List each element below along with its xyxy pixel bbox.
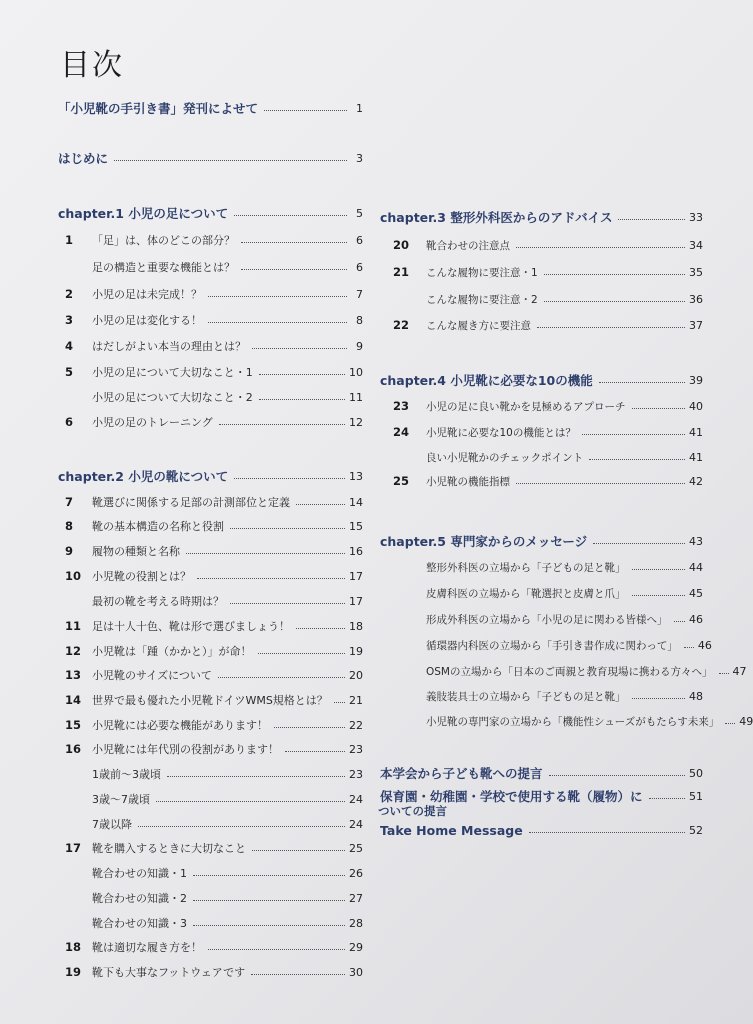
toc-page-number: 28 (349, 916, 363, 930)
toc-entry-label: 小児靴には必要な機能があります！ (92, 719, 268, 732)
toc-entry (65, 740, 363, 758)
leader-dots (218, 677, 345, 678)
toc-entry-number: 4 (65, 339, 74, 353)
toc-entry (65, 493, 363, 511)
toc-entry-number: 25 (393, 474, 410, 488)
toc-entry (426, 290, 703, 308)
toc-entry (92, 765, 363, 783)
toc-entry-label: 良い小児靴かのチェックポイント (426, 451, 584, 464)
toc-entry (65, 542, 363, 560)
toc-entry-number: 18 (65, 940, 82, 954)
leader-dots (251, 974, 345, 975)
leader-dots (186, 553, 345, 554)
toc-entry (65, 285, 363, 303)
leader-dots (252, 348, 347, 349)
toc-entry-number: 9 (65, 544, 74, 558)
toc-entry-label: 靴選びに関係する足部の計測部位と定義 (92, 496, 290, 509)
leader-dots (193, 900, 345, 901)
toc-entry-label: 最初の靴を考える時期は？ (92, 595, 224, 608)
toc-entry-label: 靴を購入するときに大切なこと (92, 842, 246, 855)
toc-entry-label: 小児靴の機能指標 (426, 475, 510, 488)
toc-entry-label: chapter.5 専門家からのメッセージ (380, 534, 588, 549)
leader-dots (234, 215, 347, 216)
leader-dots (537, 327, 685, 328)
toc-entry (393, 423, 703, 441)
toc-page-number: 36 (689, 292, 703, 306)
toc-entry-label: 小児靴は「踵（かかと）」が命！ (92, 645, 252, 658)
toc-entry (92, 864, 363, 882)
toc-entry (65, 311, 363, 329)
toc-entry-label: 3歳～7歳頃 (92, 793, 150, 806)
toc-page-number: 45 (689, 586, 703, 600)
toc-entry (393, 263, 703, 281)
toc-page-number: 42 (689, 474, 703, 488)
toc-entry (426, 558, 703, 576)
toc-entry-number: 1 (65, 233, 74, 247)
leader-dots (285, 751, 345, 752)
toc-page-number: 29 (349, 940, 363, 954)
toc-entry-label: 小児靴の専門家の立場から「機能性シューズがもたらす未来」 (426, 715, 720, 728)
toc-entry-label: 世界で最も優れた小児靴ドイツWMS規格とは？ (92, 694, 328, 707)
leader-dots (593, 543, 685, 544)
toc-page-number: 30 (349, 965, 363, 979)
toc-page-number: 6 (356, 233, 363, 247)
toc-entry (426, 636, 712, 654)
toc-entry-number: 5 (65, 365, 74, 379)
page-title: 目次 (60, 48, 124, 83)
leader-dots (193, 875, 345, 876)
toc-entry-label: 1歳前～3歳頃 (92, 768, 161, 781)
toc-entry (393, 472, 703, 490)
toc-page-number: 34 (689, 238, 703, 252)
toc-entry (65, 517, 363, 535)
leader-dots (632, 408, 686, 409)
toc-entry (65, 716, 363, 734)
leader-dots (219, 424, 345, 425)
leader-dots (156, 801, 345, 802)
toc-page-number: 25 (349, 841, 363, 855)
leader-dots (208, 322, 347, 323)
leader-dots (264, 110, 347, 111)
toc-entry-label: chapter.3 整形外科医からのアドバイス (380, 210, 613, 225)
toc-entry-label: 小児の足について大切なこと・1 (92, 366, 253, 379)
toc-entry (393, 397, 703, 415)
toc-entry (92, 592, 363, 610)
toc-entry-number: 2 (65, 287, 74, 301)
toc-entry (65, 666, 363, 684)
toc-page-number: 13 (349, 469, 363, 483)
toc-entry-number: 20 (393, 238, 410, 252)
toc-page-number: 24 (349, 817, 363, 831)
toc-entry-label: 靴の基本構造の名称と役割 (92, 520, 224, 533)
toc-entry-label: chapter.1 小児の足について (58, 206, 229, 221)
toc-entry (65, 413, 363, 431)
leader-dots (167, 776, 345, 777)
toc-page-number: 49 (739, 714, 753, 728)
leader-dots (208, 949, 345, 950)
toc-chapter-heading (58, 204, 363, 222)
toc-page-number: 41 (689, 425, 703, 439)
toc-page-number: 21 (349, 693, 363, 707)
toc-page-number: 9 (356, 339, 363, 353)
toc-page-number: 35 (689, 265, 703, 279)
toc-entry-number: 13 (65, 668, 82, 682)
toc-entry (92, 914, 363, 932)
toc-page-number: 41 (689, 450, 703, 464)
toc-page-number: 44 (689, 560, 703, 574)
toc-page-number: 33 (689, 210, 703, 224)
leader-dots (259, 374, 345, 375)
toc-entry (92, 790, 363, 808)
leader-dots (252, 850, 345, 851)
toc-entry (92, 388, 363, 406)
leader-dots (296, 628, 345, 629)
leader-dots (230, 528, 345, 529)
toc-entry-continuation: ついての提言 (378, 804, 447, 818)
toc-chapter-heading (380, 821, 703, 839)
toc-entry-label: 形成外科医の立場から「小児の足に関わる皆様へ」 (426, 613, 668, 626)
toc-entry (393, 316, 703, 334)
toc-entry-label: 7歳以降 (92, 818, 132, 831)
toc-entry-number: 10 (65, 569, 82, 583)
toc-entry-number: 3 (65, 313, 74, 327)
leader-dots (197, 578, 345, 579)
leader-dots (582, 434, 685, 435)
toc-entry-label: 履物の種類と名称 (92, 545, 180, 558)
toc-entry-label: 小児の足のトレーニング (92, 416, 213, 429)
toc-page-number: 23 (349, 767, 363, 781)
toc-entry-label: Take Home Message (380, 822, 523, 838)
toc-page-number: 19 (349, 644, 363, 658)
toc-entry-number: 11 (65, 619, 82, 633)
toc-page-number: 27 (349, 891, 363, 905)
toc-page-number: 10 (349, 365, 363, 379)
leader-dots (230, 603, 345, 604)
toc-entry (92, 889, 363, 907)
toc-entry-number: 6 (65, 415, 74, 429)
toc-entry (426, 610, 703, 628)
toc-entry (426, 584, 703, 602)
toc-entry (65, 642, 363, 660)
toc-entry-label: 足は十人十色、靴は形で選びましょう！ (92, 620, 290, 633)
toc-entry (65, 617, 363, 635)
leader-dots (138, 826, 345, 827)
toc-entry-label: 靴合わせの知識・2 (92, 892, 187, 905)
toc-entry-label: はだしがよい本当の理由とは？ (92, 340, 246, 353)
leader-dots (114, 160, 347, 161)
toc-entry-label: 小児の足は未完成！？ (92, 288, 202, 301)
leader-dots (632, 595, 686, 596)
leader-dots (674, 621, 686, 622)
toc-page-number: 40 (689, 399, 703, 413)
toc-front-entry (58, 99, 363, 117)
toc-chapter-heading (380, 208, 703, 226)
toc-page-number: 17 (349, 569, 363, 583)
toc-entry-label: 小児の足について大切なこと・2 (92, 391, 253, 404)
toc-entry-label: 小児靴の役割とは？ (92, 570, 191, 583)
toc-page-number: 18 (349, 619, 363, 633)
leader-dots (544, 301, 685, 302)
toc-entry-label: 整形外科医の立場から「子どもの足と靴」 (426, 561, 626, 574)
toc-entry (65, 938, 363, 956)
toc-entry-number: 23 (393, 399, 410, 413)
leader-dots (208, 296, 347, 297)
toc-entry-number: 24 (393, 425, 410, 439)
toc-entry-number: 7 (65, 495, 74, 509)
toc-entry (393, 236, 703, 254)
toc-page-number: 51 (689, 789, 703, 803)
toc-page-number: 22 (349, 718, 363, 732)
leader-dots (241, 269, 347, 270)
toc-page-number: 17 (349, 594, 363, 608)
toc-entry-label: 小児の足は変化する！ (92, 314, 202, 327)
toc-entry (92, 258, 363, 276)
leader-dots (649, 798, 685, 799)
toc-entry-number: 14 (65, 693, 82, 707)
leader-dots (684, 647, 694, 648)
toc-page-number: 48 (689, 689, 703, 703)
toc-entry (426, 662, 747, 680)
toc-entry-label: 「足」は、体のどこの部分？ (92, 234, 235, 247)
toc-entry (65, 691, 363, 709)
toc-entry (426, 687, 703, 705)
toc-entry-number: 15 (65, 718, 82, 732)
toc-entry-label: こんな履物に要注意・1 (426, 266, 538, 279)
leader-dots (241, 242, 347, 243)
toc-entry-label: 小児靴に必要な10の機能とは？ (426, 426, 576, 439)
toc-entry-label: 靴は適切な履き方を！ (92, 941, 202, 954)
toc-entry-label: こんな履物に要注意・2 (426, 293, 538, 306)
toc-entry-label: OSMの立場から「日本のご両親と教育現場に携わる方々へ」 (426, 665, 713, 678)
toc-entry-number: 8 (65, 519, 74, 533)
toc-entry-label: chapter.4 小児靴に必要な10の機能 (380, 373, 593, 388)
toc-page-number: 3 (356, 151, 363, 165)
toc-entry-label: 靴下も大事なフットウェアです (92, 966, 246, 979)
toc-page-number: 15 (349, 519, 363, 533)
toc-page-number: 23 (349, 742, 363, 756)
leader-dots (296, 504, 345, 505)
toc-page-number: 24 (349, 792, 363, 806)
toc-entry-label: 小児靴には年代別の役割があります！ (92, 743, 279, 756)
leader-dots (618, 219, 685, 220)
leader-dots (259, 399, 345, 400)
toc-entry-label: chapter.2 小児の靴について (58, 469, 229, 484)
leader-dots (719, 673, 729, 674)
toc-entry-label: 靴合わせの注意点 (426, 239, 510, 252)
toc-entry (65, 839, 363, 857)
toc-entry-label: 「小児靴の手引き書」発刊によせて (58, 101, 259, 116)
toc-entry (92, 815, 363, 833)
toc-page-number: 5 (356, 206, 363, 220)
toc-entry (65, 567, 363, 585)
toc-entry-label: 靴合わせの知識・1 (92, 867, 187, 880)
toc-entry-label: 小児の足に良い靴かを見極めるアプローチ (426, 400, 626, 413)
toc-page-number: 37 (689, 318, 703, 332)
toc-page-number: 52 (689, 823, 703, 837)
toc-entry (65, 363, 363, 381)
leader-dots (334, 702, 345, 703)
toc-entry-number: 16 (65, 742, 82, 756)
toc-page-number: 16 (349, 544, 363, 558)
leader-dots (632, 569, 686, 570)
leader-dots (258, 653, 346, 654)
toc-chapter-heading (380, 371, 703, 389)
toc-entry-label: こんな履き方に要注意 (426, 319, 531, 332)
toc-entry (65, 337, 363, 355)
toc-entry-label: 皮膚科医の立場から「靴選択と皮膚と爪」 (426, 587, 626, 600)
toc-page-number: 26 (349, 866, 363, 880)
toc-page-number: 7 (356, 287, 363, 301)
toc-entry-label: はじめに (58, 151, 109, 166)
toc-page-number: 50 (689, 766, 703, 780)
toc-entry-number: 17 (65, 841, 82, 855)
leader-dots (544, 274, 685, 275)
toc-entry (426, 712, 753, 730)
toc-page-number: 46 (697, 638, 712, 652)
leader-dots (632, 698, 686, 699)
toc-page-number: 39 (689, 373, 703, 387)
leader-dots (549, 775, 685, 776)
toc-chapter-heading (380, 764, 703, 782)
toc-entry-number: 12 (65, 644, 82, 658)
leader-dots (725, 723, 735, 724)
toc-page-number: 11 (349, 390, 363, 404)
toc-entry-label: 義肢装具士の立場から「子どもの足と靴」 (426, 690, 626, 703)
leader-dots (589, 459, 685, 460)
toc-entry (65, 963, 363, 981)
toc-page-number: 1 (356, 101, 363, 115)
toc-entry-label: 本学会から子ども靴への提言 (380, 766, 543, 781)
toc-entry-label: 靴合わせの知識・3 (92, 917, 187, 930)
toc-page-number: 14 (349, 495, 363, 509)
toc-entry-label: 保育園・幼稚園・学校で使用する靴（履物）に (380, 789, 643, 804)
toc-front-entry (58, 149, 363, 167)
leader-dots (529, 832, 685, 833)
toc-entry-number: 22 (393, 318, 410, 332)
leader-dots (274, 727, 345, 728)
leader-dots (234, 478, 345, 479)
leader-dots (193, 925, 345, 926)
toc-entry-label: 足の構造と重要な機能とは？ (92, 261, 235, 274)
toc-entry-label: 循環器内科医の立場から「手引き書作成に関わって」 (426, 639, 678, 652)
toc-entry (65, 231, 363, 249)
toc-chapter-heading (58, 467, 363, 485)
toc-page-number: 6 (356, 260, 363, 274)
toc-entry-number: 21 (393, 265, 410, 279)
toc-page-number: 20 (349, 668, 363, 682)
toc-page-number: 8 (356, 313, 363, 327)
toc-entry (426, 448, 703, 466)
toc-chapter-heading (380, 532, 703, 550)
toc-page-number: 12 (349, 415, 363, 429)
toc-entry-label: 小児靴のサイズについて (92, 669, 212, 682)
toc-page-number: 47 (732, 664, 747, 678)
toc-page-number: 46 (689, 612, 703, 626)
leader-dots (599, 382, 685, 383)
toc-page-number: 43 (689, 534, 703, 548)
leader-dots (516, 483, 685, 484)
leader-dots (516, 247, 685, 248)
toc-entry-number: 19 (65, 965, 82, 979)
